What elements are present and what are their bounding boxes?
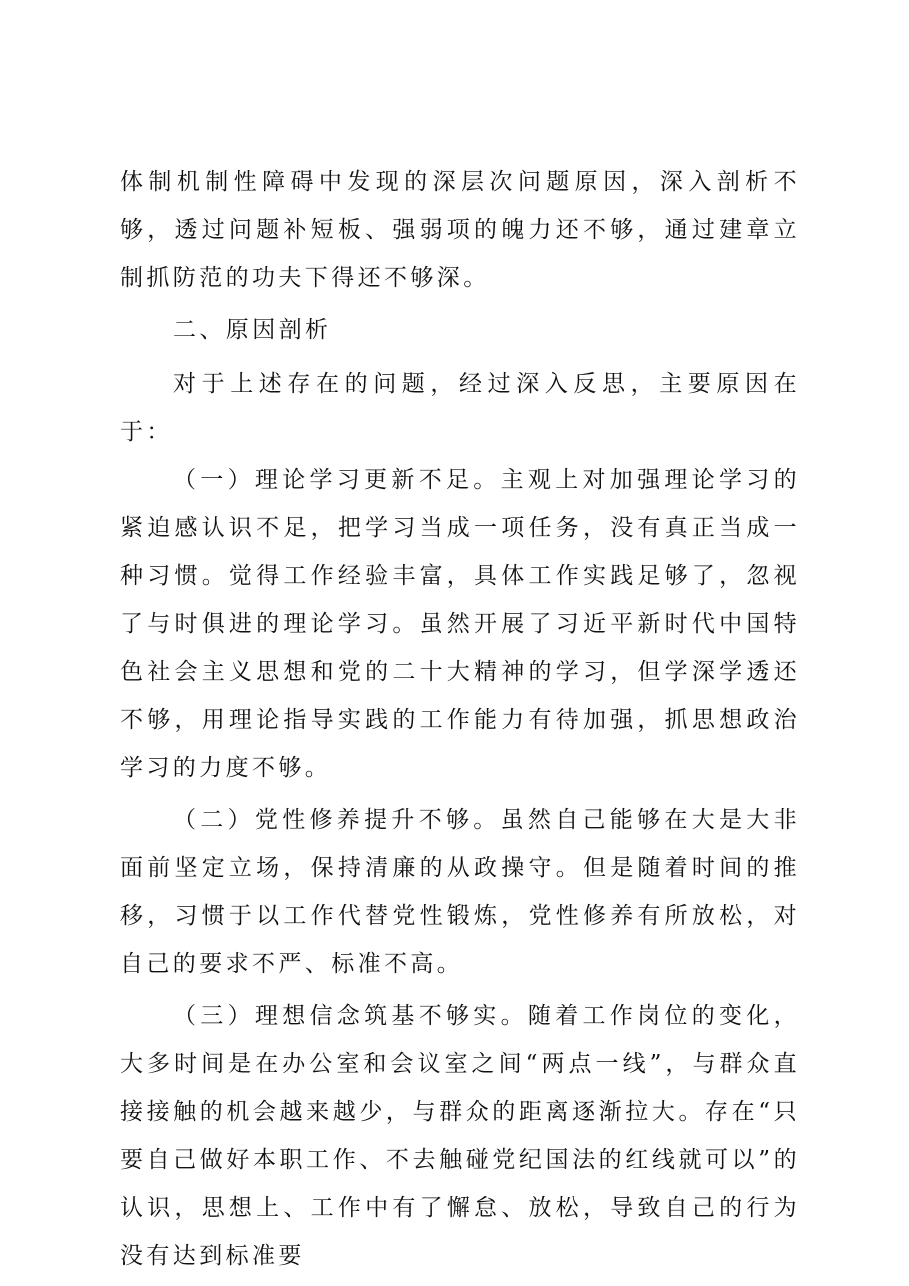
paragraph-item-2: （二）党性修养提升不够。虽然自己能够在大是大非面前坚定立场，保持清廉的从政操守。但是随着时间的推移，习惯于以工作代替党性锻炼，党性修养有所放松，对自己的要求不严、标准不高。 [120,807,800,977]
section-heading-cause-analysis: 二、原因剖析 [173,317,332,343]
document-body [120,158,800,1280]
paragraph-item-1: （一）理论学习更新不足。主观上对加强理论学习的紧迫感认识不足，把学习当成一项任务，没有真正当成一种习惯。觉得工作经验丰富，具体工作实践足够了，忽视了与时俱进的理论学习。虽然开展了习近平新时代中国特色社会主义思想和党的二十大精神的学习，但学深学透还不够，用理论指导实践的工作能力有待加强，抓思想政治学习的力度不够。 [120,467,800,781]
paragraph-continuation: 体制机制性障碍中发现的深层次问题原因，深入剖析不够，透过问题补短板、强弱项的魄力还不够，通过建章立制抓防范的功夫下得还不够深。 [120,169,800,291]
paragraph-item-3: （三）理想信念筑基不够实。随着工作岗位的变化，大多时间是在办公室和会议室之间“两点一线”，与群众直接接触的机会越来越少，与群众的距离逐渐拉大。存在“只要自己做好本职工作、不去触碰党纪国法的红线就可以”的认识，思想上、工作中有了懈怠、放松，导致自己的行为没有达到标准要 [120,1003,800,1269]
paragraph-intro: 对于上述存在的问题，经过深入反思，主要原因在于： [120,371,800,445]
